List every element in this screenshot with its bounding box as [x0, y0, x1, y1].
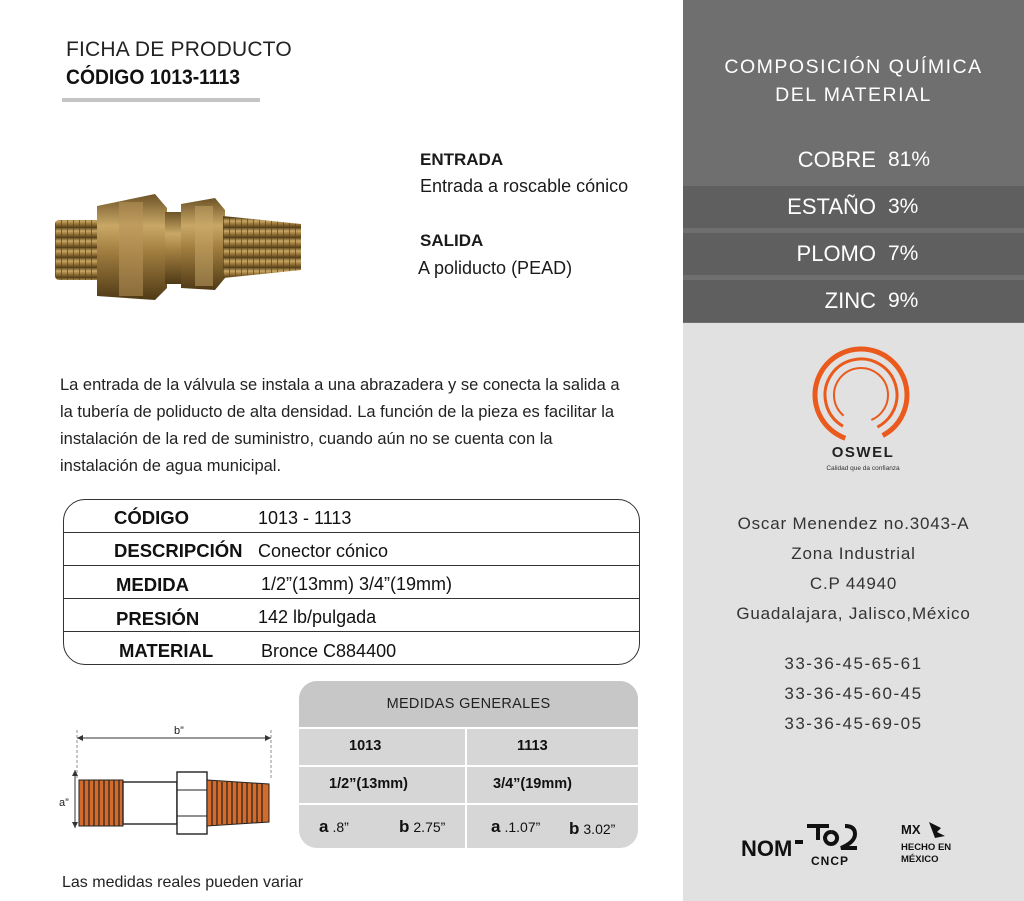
- address-line: Oscar Menendez no.3043-A: [737, 514, 970, 533]
- b-value: 2.75”: [413, 819, 446, 835]
- product-code-heading: CÓDIGO 1013-1113: [66, 66, 240, 89]
- divider: [299, 727, 638, 729]
- medidas-col2-b: [569, 819, 615, 839]
- phone-number: 33-36-45-60-45: [784, 684, 923, 703]
- spec-value: Bronce C884400: [261, 641, 397, 661]
- spec-row: [64, 500, 639, 533]
- oswel-logo: [803, 343, 923, 475]
- product-sheet-right: [683, 0, 1024, 901]
- element-percent: 3%: [888, 195, 919, 218]
- cncp-text: CNCP: [811, 854, 850, 868]
- composition-row: [683, 186, 1024, 228]
- measurements-note: Las medidas reales pueden variar: [62, 874, 304, 891]
- hecho-en-text: HECHO EN: [901, 842, 952, 853]
- medidas-col1-b: [399, 817, 445, 837]
- element-name: PLOMO: [796, 241, 876, 266]
- b-label: b: [569, 819, 580, 838]
- brand-tagline: Calidad que da confianza: [826, 465, 900, 472]
- entrada-value: Entrada a roscable cónico: [420, 176, 629, 196]
- medidas-col1-a: [319, 817, 349, 837]
- dimension-b-label: b”: [174, 725, 184, 737]
- address-line: C.P 44940: [809, 574, 898, 593]
- medidas-col2-a: [491, 817, 540, 837]
- phone-number: 33-36-45-69-05: [784, 714, 923, 733]
- composition-title-line2: DEL MATERIAL: [775, 84, 932, 106]
- mx-text: MX: [901, 822, 921, 837]
- medidas-title: MEDIDAS GENERALES: [299, 681, 638, 727]
- spec-key: PRESIÓN: [116, 608, 200, 629]
- medidas-generales-table: [299, 681, 638, 848]
- mexico-text: MÉXICO: [901, 854, 939, 865]
- element-name: ESTAÑO: [787, 194, 876, 219]
- spec-row: [64, 533, 639, 566]
- b-value: 3.02”: [583, 821, 616, 837]
- composition-row: [683, 233, 1024, 275]
- salida-label: SALIDA: [420, 231, 484, 250]
- product-photo: [55, 128, 315, 318]
- brand-name: OSWEL: [831, 444, 895, 461]
- product-description: La entrada de la válvula se instala a una abrazadera y se conecta la salida a la tubería de poliducto de alta densidad. La función de la pieza es facilitar la instalación de la red de suministro, cuando aún no se cuenta con la instalación de agua municipal.: [60, 376, 620, 475]
- a-value: .8”: [332, 819, 349, 835]
- composition-title-line1: COMPOSICIÓN QUÍMICA: [724, 56, 983, 78]
- divider: [465, 729, 467, 848]
- spec-key: MEDIDA: [116, 574, 189, 595]
- phone-number: 33-36-45-65-61: [784, 654, 923, 673]
- spec-key: CÓDIGO: [114, 507, 190, 528]
- dimension-a-label: a”: [59, 797, 69, 809]
- address-line: Zona Industrial: [791, 544, 916, 563]
- composition-title: [683, 53, 1024, 109]
- element-percent: 9%: [888, 289, 919, 312]
- b-label: b: [399, 817, 410, 836]
- spec-value: Conector cónico: [258, 541, 389, 561]
- entrada-label: ENTRADA: [420, 150, 504, 169]
- spec-key: DESCRIPCIÓN: [114, 540, 243, 561]
- spec-value: 1013 - 1113: [258, 508, 352, 528]
- medidas-col2-size: 3/4”(19mm): [493, 776, 572, 792]
- a-label: a: [491, 817, 501, 836]
- spec-row: [64, 566, 639, 599]
- composition-row: [683, 139, 1024, 181]
- title-underline: [62, 98, 260, 102]
- nom-cncp-logo: [741, 818, 871, 868]
- spec-value: 1/2”(13mm) 3/4”(19mm): [261, 574, 453, 594]
- a-value: .1.07”: [504, 819, 541, 835]
- medidas-col2-code: 1113: [517, 738, 548, 754]
- nom-text: NOM: [741, 836, 793, 861]
- dimension-drawing: [55, 720, 295, 850]
- a-label: a: [319, 817, 329, 836]
- medidas-col1-code: 1013: [349, 738, 382, 754]
- divider: [299, 803, 638, 805]
- spec-table: [63, 499, 640, 665]
- divider: [299, 765, 638, 767]
- element-percent: 81%: [888, 148, 931, 171]
- hecho-en-mexico-logo: [889, 818, 969, 868]
- spec-row: [64, 632, 639, 665]
- spec-row: [64, 599, 639, 632]
- element-name: COBRE: [797, 147, 876, 172]
- element-percent: 7%: [888, 242, 919, 265]
- spec-key: MATERIAL: [119, 640, 214, 661]
- salida-value: A poliducto (PEAD): [418, 258, 573, 278]
- medidas-col1-size: 1/2”(13mm): [329, 776, 408, 792]
- sheet-title: FICHA DE PRODUCTO: [66, 38, 292, 61]
- address-line: Guadalajara, Jalisco,México: [736, 604, 971, 623]
- spec-value: 142 lb/pulgada: [258, 607, 377, 627]
- composition-row: [683, 280, 1024, 322]
- element-name: ZINC: [824, 288, 876, 313]
